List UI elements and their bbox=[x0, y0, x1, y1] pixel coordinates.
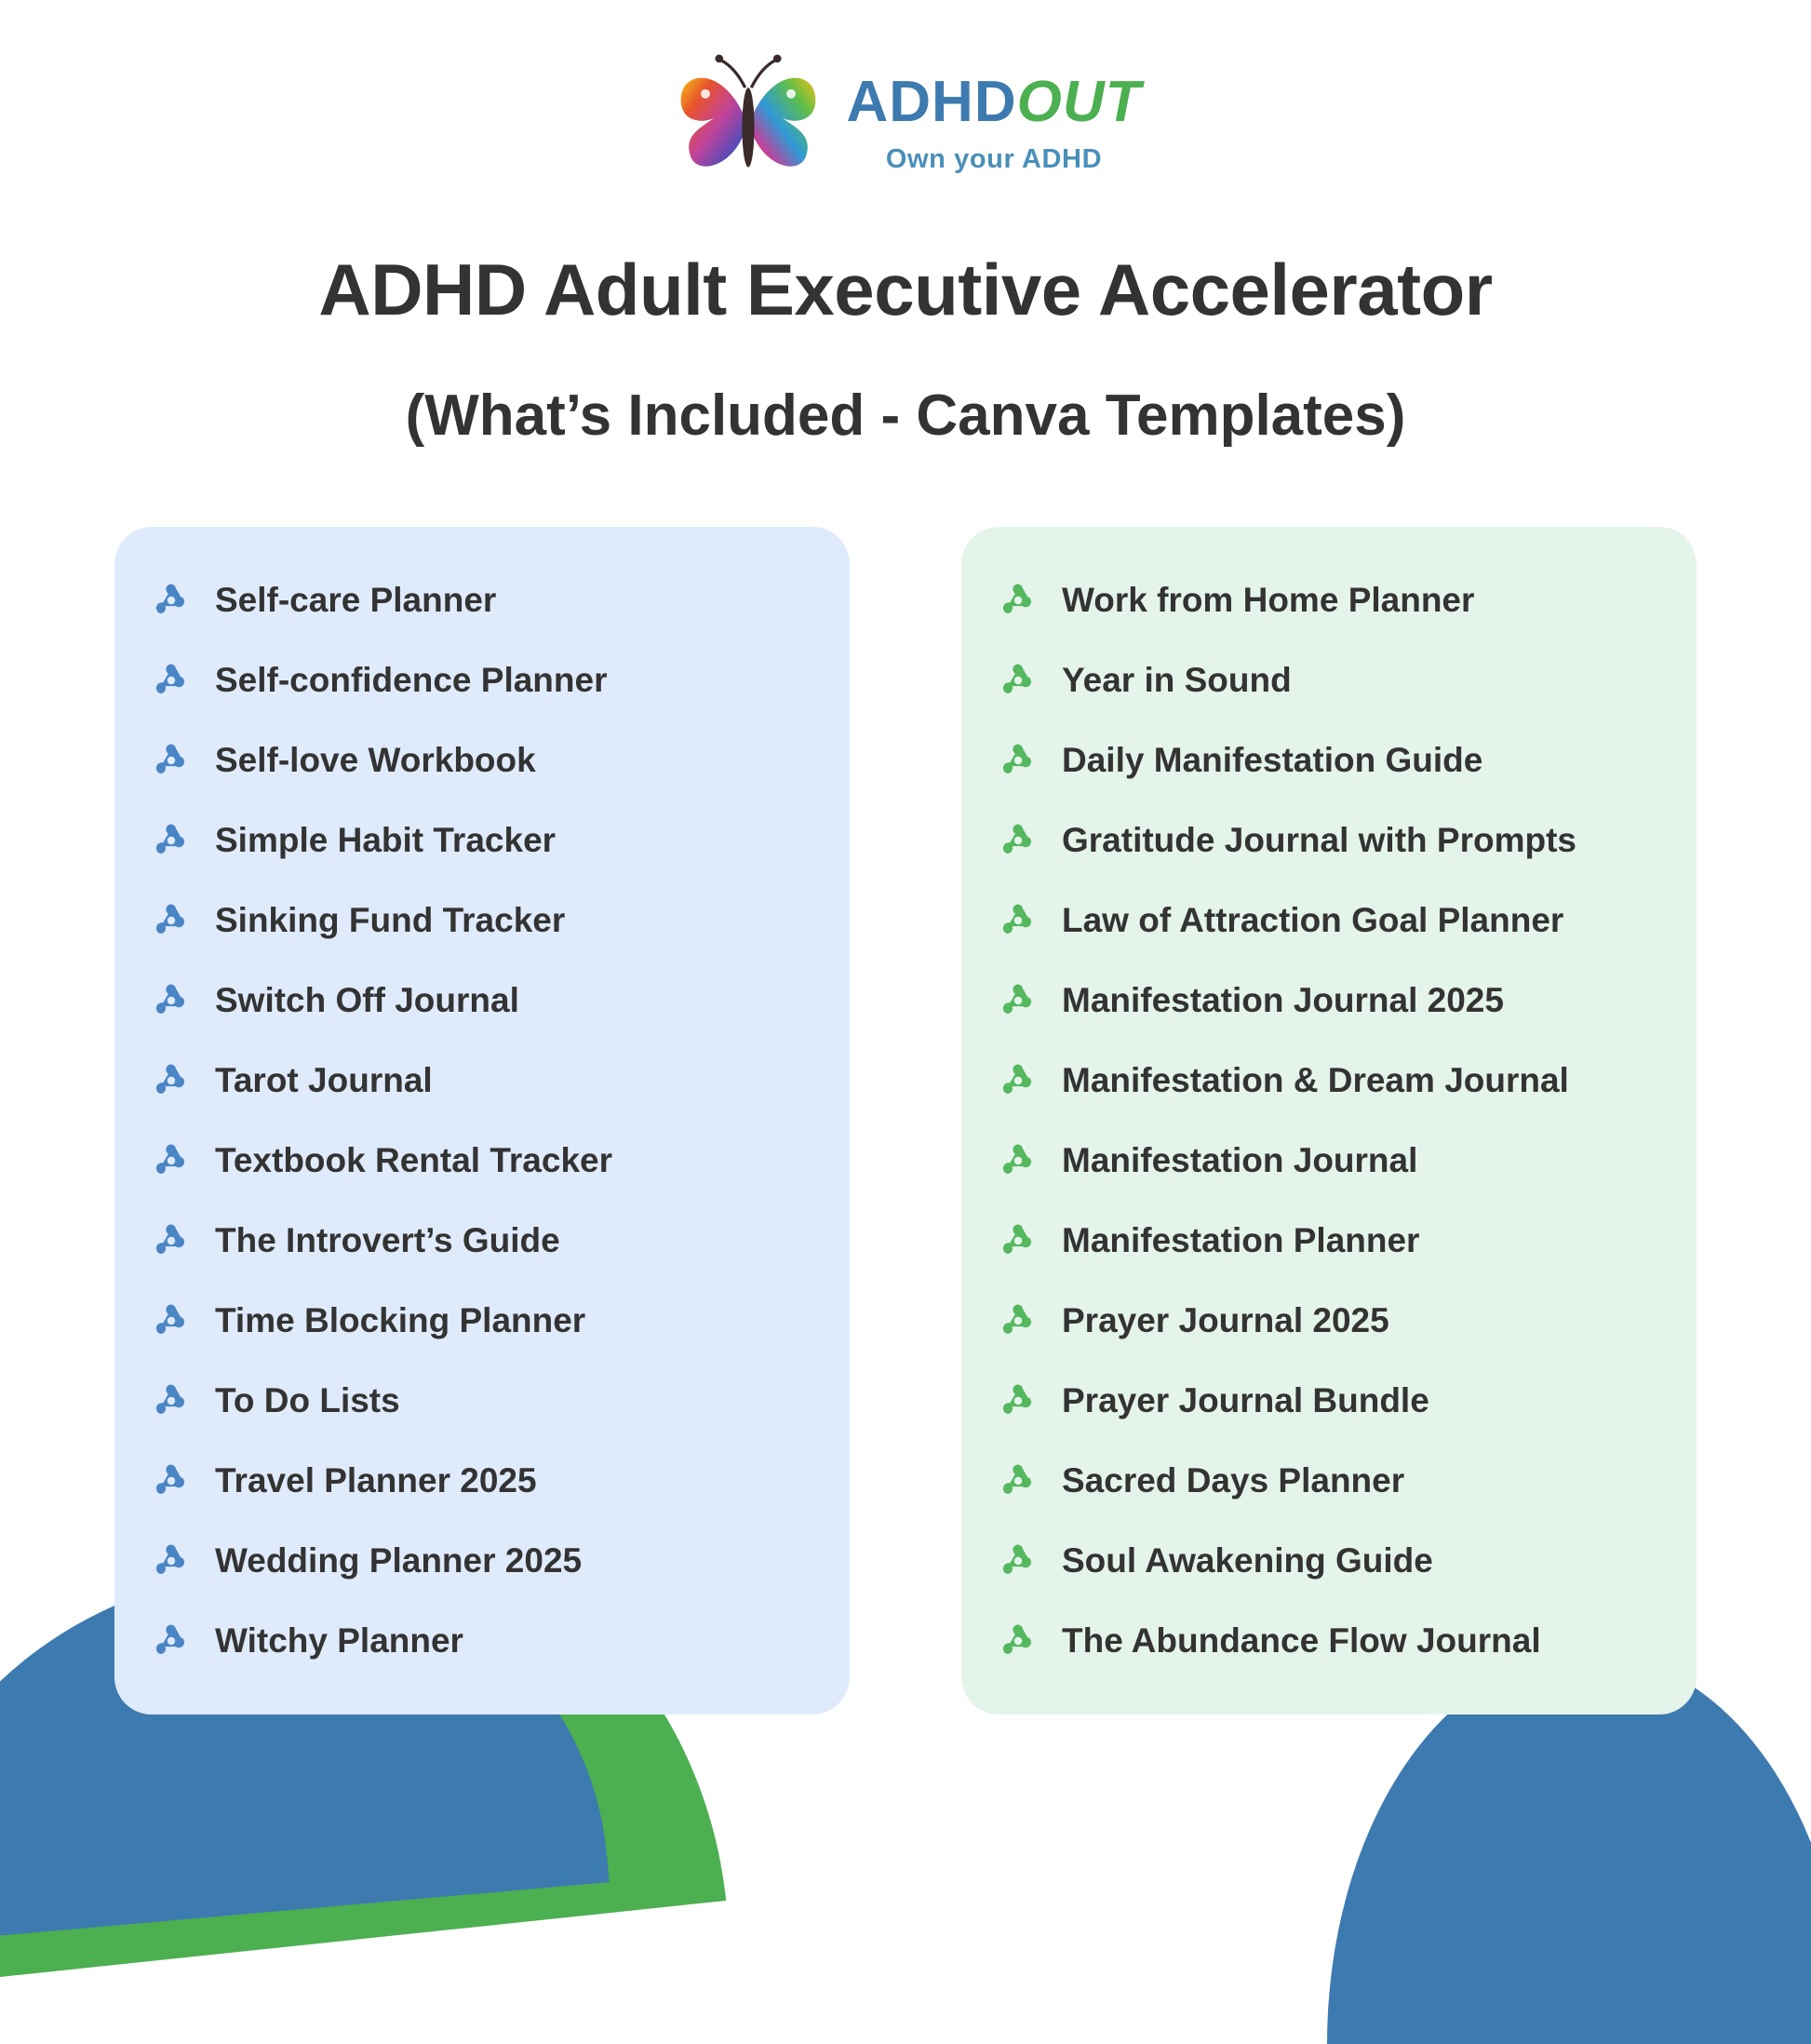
list-item-label: Work from Home Planner bbox=[1062, 581, 1475, 619]
list-item-label: Year in Sound bbox=[1062, 661, 1292, 699]
list-item-label: Sinking Fund Tracker bbox=[215, 901, 566, 939]
list-item-label: Manifestation & Dream Journal bbox=[1062, 1061, 1569, 1099]
list-item-label: Self-love Workbook bbox=[215, 741, 536, 779]
list-item-label: Wedding Planner 2025 bbox=[215, 1541, 583, 1580]
spinner-icon bbox=[152, 821, 191, 860]
spinner-icon bbox=[152, 981, 191, 1020]
spinner-icon bbox=[152, 741, 191, 780]
list-item bbox=[114, 1441, 850, 1521]
list-item bbox=[114, 1361, 850, 1441]
list-item bbox=[114, 881, 850, 961]
spinner-icon bbox=[999, 581, 1038, 620]
spinner-icon bbox=[999, 821, 1038, 860]
spinner-icon bbox=[999, 1141, 1038, 1180]
spinner-icon bbox=[152, 581, 191, 620]
spinner-icon bbox=[999, 981, 1038, 1020]
brand-logo bbox=[0, 54, 1811, 192]
list-item bbox=[114, 1601, 850, 1681]
list-item-label: Law of Attraction Goal Planner bbox=[1062, 901, 1564, 939]
list-item-label: Travel Planner 2025 bbox=[215, 1461, 537, 1499]
spinner-icon bbox=[152, 1301, 191, 1340]
list-item bbox=[961, 720, 1697, 800]
list-item-label: The Abundance Flow Journal bbox=[1062, 1621, 1541, 1660]
list-item-label: To Do Lists bbox=[215, 1381, 400, 1419]
list-item-label: Simple Habit Tracker bbox=[215, 821, 557, 859]
left-column bbox=[114, 527, 850, 1715]
template-lists bbox=[0, 527, 1811, 1715]
spinner-icon bbox=[152, 1141, 191, 1180]
list-item-label: Time Blocking Planner bbox=[215, 1301, 586, 1339]
list-item-label: Self-confidence Planner bbox=[215, 661, 608, 699]
list-item bbox=[961, 1121, 1697, 1201]
list-item-label: Daily Manifestation Guide bbox=[1062, 741, 1483, 779]
list-item bbox=[961, 1201, 1697, 1281]
spinner-icon bbox=[999, 741, 1038, 780]
spinner-icon bbox=[152, 1381, 191, 1420]
page-title: ADHD Adult Executive Accelerator bbox=[318, 249, 1493, 330]
list-item-label: Soul Awakening Guide bbox=[1062, 1541, 1433, 1580]
list-item-label: Manifestation Journal bbox=[1062, 1141, 1418, 1179]
list-item bbox=[961, 1441, 1697, 1521]
spinner-icon bbox=[152, 1621, 191, 1661]
page-subtitle: (What’s Included - Canva Templates) bbox=[405, 383, 1406, 448]
list-item-label: Tarot Journal bbox=[215, 1061, 433, 1099]
list-item-label: Gratitude Journal with Prompts bbox=[1062, 821, 1576, 859]
list-item-label: Sacred Days Planner bbox=[1062, 1461, 1405, 1499]
list-item bbox=[114, 1521, 850, 1601]
spinner-icon bbox=[999, 661, 1038, 700]
spinner-icon bbox=[999, 1461, 1038, 1500]
spinner-icon bbox=[999, 1221, 1038, 1260]
list-item bbox=[961, 800, 1697, 881]
butterfly-icon bbox=[670, 54, 826, 192]
spinner-icon bbox=[999, 1381, 1038, 1420]
list-item bbox=[961, 961, 1697, 1041]
logo-tagline: Own your ADHD bbox=[885, 143, 1103, 174]
spinner-icon bbox=[999, 1541, 1038, 1580]
list-item-label: Prayer Journal 2025 bbox=[1062, 1301, 1389, 1339]
list-item bbox=[961, 1601, 1697, 1681]
spinner-icon bbox=[999, 1061, 1038, 1100]
list-item bbox=[961, 1361, 1697, 1441]
list-item bbox=[961, 1521, 1697, 1601]
spinner-icon bbox=[152, 1541, 191, 1580]
list-item bbox=[114, 640, 850, 720]
list-item bbox=[961, 560, 1697, 640]
spinner-icon bbox=[999, 1621, 1038, 1661]
logo-title bbox=[846, 69, 1142, 134]
spinner-icon bbox=[152, 661, 191, 700]
list-item bbox=[961, 640, 1697, 720]
spinner-icon bbox=[152, 901, 191, 940]
list-item bbox=[114, 961, 850, 1041]
list-item-label: Witchy Planner bbox=[215, 1621, 463, 1660]
spinner-icon bbox=[999, 901, 1038, 940]
list-item bbox=[114, 1281, 850, 1361]
list-item bbox=[114, 800, 850, 881]
list-item-label: The Introvert’s Guide bbox=[215, 1221, 560, 1259]
list-item-label: Self-care Planner bbox=[215, 581, 497, 619]
list-item bbox=[114, 1201, 850, 1281]
spinner-icon bbox=[152, 1221, 191, 1260]
logo-title-primary: ADHD bbox=[846, 69, 1017, 134]
list-item bbox=[114, 1121, 850, 1201]
list-item-label: Switch Off Journal bbox=[215, 981, 519, 1019]
list-item-label: Manifestation Planner bbox=[1062, 1221, 1420, 1259]
list-item bbox=[114, 560, 850, 640]
list-item bbox=[961, 881, 1697, 961]
logo-wordmark bbox=[846, 69, 1142, 174]
list-item-label: Prayer Journal Bundle bbox=[1062, 1381, 1429, 1419]
spinner-icon bbox=[152, 1061, 191, 1100]
logo-title-secondary: OUT bbox=[1016, 69, 1142, 134]
list-item-label: Manifestation Journal 2025 bbox=[1062, 981, 1504, 1019]
spinner-icon bbox=[999, 1301, 1038, 1340]
right-column bbox=[961, 527, 1697, 1715]
list-item bbox=[114, 1041, 850, 1121]
list-item bbox=[961, 1041, 1697, 1121]
list-item bbox=[961, 1281, 1697, 1361]
list-item bbox=[114, 720, 850, 800]
list-item-label: Textbook Rental Tracker bbox=[215, 1141, 613, 1179]
spinner-icon bbox=[152, 1461, 191, 1500]
